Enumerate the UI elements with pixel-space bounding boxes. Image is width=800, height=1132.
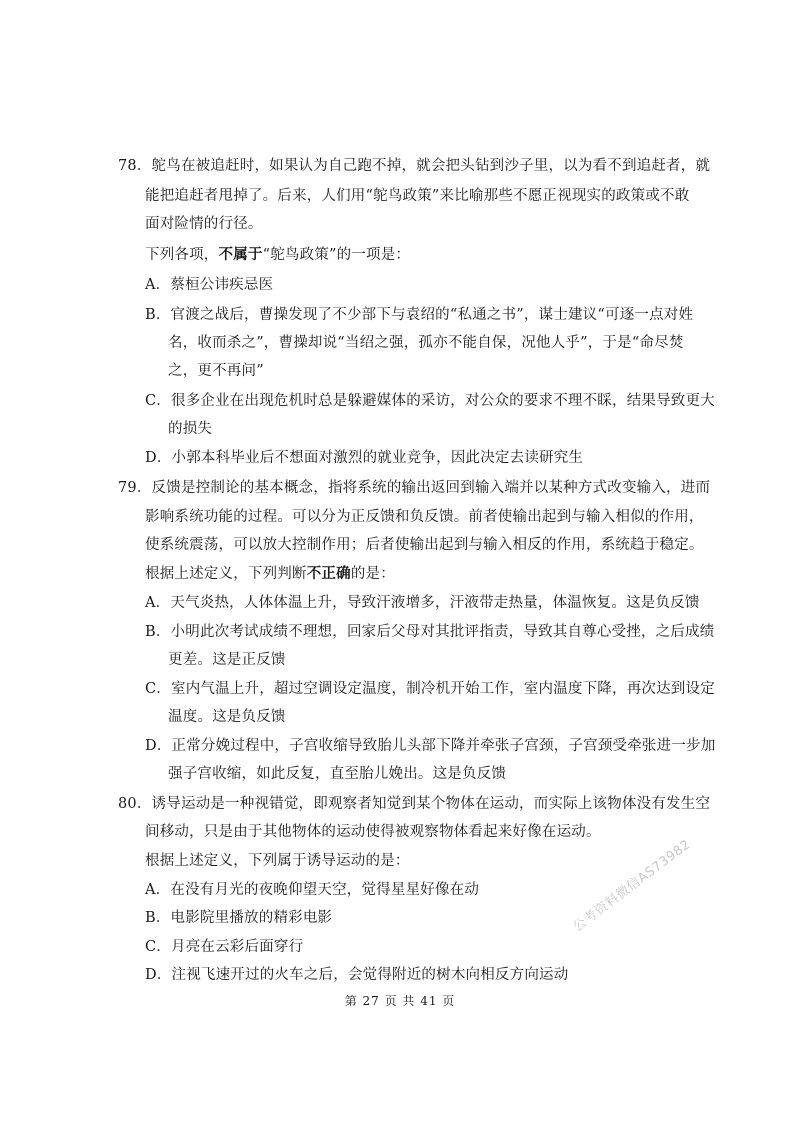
q79-stem-line-3: 使系统震荡，可以放大控制作用；后者使输出起到与输入相反的作用，系统趋于稳定。 [145, 537, 704, 553]
q79-question-post: 的是： [350, 566, 395, 582]
q80-question: 根据上述定义，下列属于诱导运动的是： [145, 853, 410, 869]
q79-stem-line-2: 影响系统功能的过程。可以分为正反馈和负反馈。前者使输出起到与输入相似的作用， [145, 509, 704, 525]
q78-question-pre: 下列各项， [145, 247, 219, 263]
q79-option-d-line-1: D．正常分娩过程中，子宫收缩导致胎儿头部下降并牵张子宫颈，子宫颈受牵张进一步加 [145, 738, 716, 754]
q79-question [145, 564, 395, 584]
q78-option-c-line-2: 的损失 [168, 421, 213, 437]
q79-option-b-line-2: 更差。这是正反馈 [168, 652, 286, 668]
q78-stem-line-3: 面对险情的行径。 [145, 216, 263, 232]
q79-option-a: A．天气炎热，人体体温上升，导致汗液增多，汗液带走热量，体温恢复。这是负反馈 [145, 595, 700, 611]
q80-option-c: C．月亮在云彩后面穿行 [145, 939, 304, 955]
q78-stem-line-2: 能把追赶者甩掉了。后来，人们用“鸵鸟政策”来比喻那些不愿正视现实的政策或不敢 [145, 188, 690, 204]
q79-option-b-line-1: B．小明此次考试成绩不理想，回家后父母对其批评指责，导致其自尊心受挫，之后成绩 [145, 624, 715, 640]
q80-stem-line-2: 间移动，只是由于其他物体的运动使得被观察物体看起来好像在运动。 [145, 824, 601, 840]
q78-option-c-line-1: C．很多企业在出现危机时总是躲避媒体的采访，对公众的要求不理不睬，结果导致更大 [145, 393, 715, 409]
q79-question-emphasis: 不正确 [306, 565, 351, 582]
q78-question-emphasis: 不属于 [218, 246, 263, 263]
q78-stem-line-1: 78．鸵鸟在被追赶时，如果认为自己跑不掉，就会把头钻到沙子里，以为看不到追赶者，就 [118, 158, 711, 174]
q80-option-d: D．注视飞速开过的火车之后，会觉得附近的树木向相反方向运动 [145, 967, 569, 983]
q79-stem-line-1: 79．反馈是控制论的基本概念，指将系统的输出返回到输入端并以某种方式改变输入，进而 [118, 480, 711, 496]
q78-option-b-line-1: B．官渡之战后，曹操发现了不少部下与袁绍的“私通之书”，谋士建议“可逐一点对姓 [145, 307, 694, 323]
q78-question [145, 245, 410, 265]
q79-option-c-line-2: 温度。这是负反馈 [168, 709, 286, 725]
q80-option-a: A．在没有月光的夜晚仰望天空，觉得星星好像在动 [145, 882, 480, 898]
watermark-text: 公考资料微信AS73982 [570, 837, 694, 936]
q78-question-post: “鸵鸟政策”的一项是： [262, 247, 411, 263]
q79-question-pre: 根据上述定义，下列判断 [145, 566, 307, 582]
page-number-footer: 第 27 页 共 41 页 [344, 994, 456, 1008]
q80-stem-line-1: 80．诱导运动是一种视错觉，即观察者知觉到某个物体在运动，而实际上该物体没有发生空 [118, 796, 711, 812]
q79-option-c-line-1: C．室内气温上升，超过空调设定温度，制冷机开始工作，室内温度下降，再次达到设定 [145, 681, 715, 697]
q78-option-a: A．蔡桓公讳疾忌医 [145, 277, 274, 293]
q78-option-d: D．小郭本科毕业后不想面对激烈的就业竞争，因此决定去读研究生 [145, 450, 584, 466]
q78-option-b-line-3: 之，更不再问” [168, 363, 264, 379]
q78-option-b-line-2: 名，收而杀之”，曹操却说“当绍之强，孤亦不能自保，况他人乎”，于是“命尽焚 [168, 335, 684, 351]
q80-option-b: B．电影院里播放的精彩电影 [145, 910, 333, 926]
q79-option-d-line-2: 强子宫收缩，如此反复，直至胎儿娩出。这是负反馈 [168, 766, 507, 782]
